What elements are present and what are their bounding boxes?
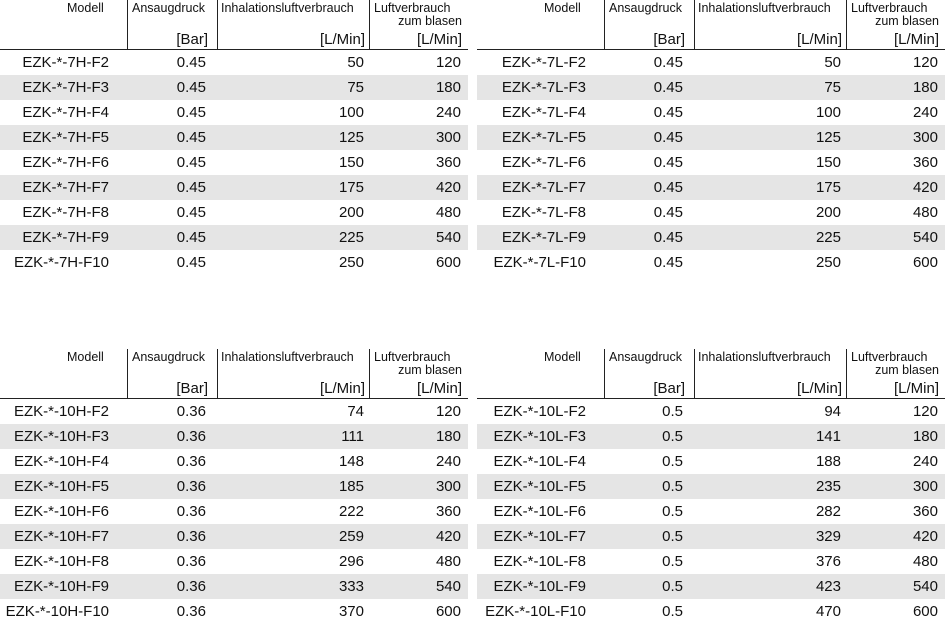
header-inhalationsluftverbrauch: Inhalationsluftverbrauch <box>221 1 354 15</box>
header-inhal-cell <box>694 349 847 398</box>
table-row <box>477 399 945 424</box>
header-ansaugdruck: Ansaugdruck <box>609 1 682 15</box>
cell-inhalation: 370 <box>338 603 364 620</box>
cell-inhalation: 296 <box>338 553 364 570</box>
cell-luftverbrauch: 420 <box>435 528 461 545</box>
header-luftverbrauch: Luftverbrauch <box>851 1 928 15</box>
cell-inhalation: 329 <box>815 528 841 545</box>
header-ansaug-cell <box>604 0 695 49</box>
spec-table <box>0 0 468 275</box>
header-unit-lmin: [L/Min] <box>893 31 939 48</box>
cell-inhalation: 200 <box>815 204 841 221</box>
table-row <box>0 574 468 599</box>
cell-ansaugdruck: 0.45 <box>176 104 206 121</box>
cell-inhalation: 225 <box>815 229 841 246</box>
cell-ansaugdruck: 0.5 <box>662 528 683 545</box>
table-row <box>0 449 468 474</box>
cell-inhalation: 175 <box>815 179 841 196</box>
header-unit-lmin: [L/Min] <box>319 380 365 397</box>
cell-inhalation: 222 <box>338 503 364 520</box>
header-ansaug-cell <box>604 349 695 398</box>
header-luft-cell <box>369 0 469 49</box>
header-inhal-cell <box>217 349 370 398</box>
cell-ansaugdruck: 0.45 <box>176 179 206 196</box>
cell-inhalation: 50 <box>824 54 841 71</box>
cell-inhalation: 235 <box>815 478 841 495</box>
cell-luftverbrauch: 180 <box>912 79 938 96</box>
cell-modell: EZK-*-7L-F3 <box>501 79 586 96</box>
header-unit-bar: [Bar] <box>653 380 685 397</box>
cell-luftverbrauch: 540 <box>912 229 938 246</box>
table-row <box>0 250 468 275</box>
table-header <box>0 349 468 399</box>
header-modell-cell <box>0 349 127 398</box>
table-row <box>477 200 945 225</box>
table-row <box>0 75 468 100</box>
cell-modell: EZK-*-7H-F2 <box>22 54 109 71</box>
cell-inhalation: 75 <box>824 79 841 96</box>
cell-luftverbrauch: 120 <box>912 54 938 71</box>
cell-luftverbrauch: 240 <box>912 104 938 121</box>
table-row <box>477 474 945 499</box>
cell-modell: EZK-*-7H-F6 <box>22 154 109 171</box>
cell-modell: EZK-*-10L-F6 <box>493 503 586 520</box>
header-unit-bar: [Bar] <box>653 31 685 48</box>
cell-inhalation: 175 <box>338 179 364 196</box>
cell-inhalation: 250 <box>815 254 841 271</box>
cell-modell: EZK-*-10L-F3 <box>493 428 586 445</box>
header-inhalationsluftverbrauch: Inhalationsluftverbrauch <box>698 1 831 15</box>
cell-luftverbrauch: 420 <box>435 179 461 196</box>
cell-ansaugdruck: 0.45 <box>176 254 206 271</box>
cell-modell: EZK-*-10L-F4 <box>493 453 586 470</box>
cell-modell: EZK-*-10H-F7 <box>13 528 109 545</box>
cell-ansaugdruck: 0.45 <box>176 129 206 146</box>
cell-ansaugdruck: 0.36 <box>176 428 206 445</box>
cell-luftverbrauch: 480 <box>435 204 461 221</box>
cell-modell: EZK-*-7L-F4 <box>501 104 586 121</box>
header-luftverbrauch: Luftverbrauch <box>851 350 928 364</box>
spec-table <box>477 349 945 624</box>
header-unit-lmin: [L/Min] <box>416 380 462 397</box>
header-inhal-cell <box>217 0 370 49</box>
cell-inhalation: 125 <box>338 129 364 146</box>
header-inhal-cell <box>694 0 847 49</box>
cell-ansaugdruck: 0.36 <box>176 403 206 420</box>
cell-luftverbrauch: 360 <box>435 154 461 171</box>
cell-ansaugdruck: 0.36 <box>176 528 206 545</box>
cell-inhalation: 470 <box>815 603 841 620</box>
cell-luftverbrauch: 540 <box>912 578 938 595</box>
table-row <box>477 574 945 599</box>
cell-luftverbrauch: 480 <box>435 553 461 570</box>
cell-ansaugdruck: 0.45 <box>653 79 683 96</box>
cell-modell: EZK-*-10H-F9 <box>13 578 109 595</box>
cell-modell: EZK-*-7H-F3 <box>22 79 109 96</box>
table-row <box>0 399 468 424</box>
table-row <box>477 150 945 175</box>
cell-ansaugdruck: 0.45 <box>653 229 683 246</box>
cell-ansaugdruck: 0.5 <box>662 553 683 570</box>
cell-ansaugdruck: 0.45 <box>176 54 206 71</box>
cell-luftverbrauch: 420 <box>912 179 938 196</box>
cell-luftverbrauch: 180 <box>912 428 938 445</box>
table-row <box>477 175 945 200</box>
cell-inhalation: 376 <box>815 553 841 570</box>
cell-inhalation: 100 <box>338 104 364 121</box>
cell-luftverbrauch: 240 <box>435 104 461 121</box>
cell-ansaugdruck: 0.45 <box>653 129 683 146</box>
cell-ansaugdruck: 0.5 <box>662 503 683 520</box>
header-modell-cell <box>477 0 604 49</box>
cell-luftverbrauch: 300 <box>912 129 938 146</box>
cell-modell: EZK-*-10L-F9 <box>493 578 586 595</box>
header-ansaugdruck: Ansaugdruck <box>609 350 682 364</box>
cell-luftverbrauch: 600 <box>912 254 938 271</box>
cell-inhalation: 75 <box>347 79 364 96</box>
cell-ansaugdruck: 0.5 <box>662 453 683 470</box>
cell-luftverbrauch: 360 <box>912 503 938 520</box>
cell-modell: EZK-*-7L-F5 <box>501 129 586 146</box>
table-row <box>0 549 468 574</box>
header-zum-blasen: zum blasen <box>875 14 939 28</box>
table-row <box>477 549 945 574</box>
cell-ansaugdruck: 0.45 <box>653 204 683 221</box>
table-row <box>477 125 945 150</box>
cell-ansaugdruck: 0.36 <box>176 578 206 595</box>
cell-modell: EZK-*-10L-F2 <box>493 403 586 420</box>
table-row <box>0 424 468 449</box>
table-row <box>0 524 468 549</box>
header-ansaug-cell <box>127 0 218 49</box>
cell-inhalation: 141 <box>815 428 841 445</box>
cell-ansaugdruck: 0.45 <box>653 154 683 171</box>
cell-inhalation: 148 <box>338 453 364 470</box>
cell-modell: EZK-*-10L-F10 <box>485 603 586 620</box>
header-luft-cell <box>369 349 469 398</box>
cell-modell: EZK-*-7H-F9 <box>22 229 109 246</box>
cell-inhalation: 188 <box>815 453 841 470</box>
header-modell: Modell <box>67 350 104 364</box>
cell-modell: EZK-*-7L-F10 <box>493 254 586 271</box>
cell-luftverbrauch: 300 <box>435 129 461 146</box>
header-inhalationsluftverbrauch: Inhalationsluftverbrauch <box>221 350 354 364</box>
header-unit-lmin: [L/Min] <box>893 380 939 397</box>
table-row <box>477 50 945 75</box>
cell-inhalation: 225 <box>338 229 364 246</box>
cell-modell: EZK-*-7H-F7 <box>22 179 109 196</box>
cell-modell: EZK-*-10L-F7 <box>493 528 586 545</box>
cell-luftverbrauch: 180 <box>435 79 461 96</box>
cell-ansaugdruck: 0.45 <box>653 54 683 71</box>
table-header <box>477 349 945 399</box>
table-row <box>0 175 468 200</box>
header-unit-lmin: [L/Min] <box>796 380 842 397</box>
table-row <box>0 150 468 175</box>
cell-inhalation: 250 <box>338 254 364 271</box>
table-row <box>477 424 945 449</box>
table-row <box>477 599 945 624</box>
table-header <box>0 0 468 50</box>
header-ansaugdruck: Ansaugdruck <box>132 1 205 15</box>
cell-inhalation: 50 <box>347 54 364 71</box>
cell-ansaugdruck: 0.5 <box>662 603 683 620</box>
header-ansaug-cell <box>127 349 218 398</box>
table-row <box>0 125 468 150</box>
cell-luftverbrauch: 240 <box>435 453 461 470</box>
cell-luftverbrauch: 420 <box>912 528 938 545</box>
header-unit-bar: [Bar] <box>176 380 208 397</box>
cell-inhalation: 111 <box>341 428 364 445</box>
header-inhalationsluftverbrauch: Inhalationsluftverbrauch <box>698 350 831 364</box>
cell-modell: EZK-*-7L-F7 <box>501 179 586 196</box>
header-unit-bar: [Bar] <box>176 31 208 48</box>
cell-inhalation: 74 <box>347 403 364 420</box>
cell-inhalation: 185 <box>338 478 364 495</box>
cell-modell: EZK-*-7H-F10 <box>13 254 109 271</box>
cell-luftverbrauch: 120 <box>912 403 938 420</box>
header-luft-cell <box>846 349 945 398</box>
cell-luftverbrauch: 180 <box>435 428 461 445</box>
cell-inhalation: 282 <box>815 503 841 520</box>
cell-ansaugdruck: 0.36 <box>176 453 206 470</box>
cell-inhalation: 200 <box>338 204 364 221</box>
cell-ansaugdruck: 0.5 <box>662 578 683 595</box>
cell-modell: EZK-*-7L-F2 <box>501 54 586 71</box>
header-ansaugdruck: Ansaugdruck <box>132 350 205 364</box>
cell-modell: EZK-*-7H-F8 <box>22 204 109 221</box>
cell-inhalation: 333 <box>338 578 364 595</box>
table-row <box>0 50 468 75</box>
header-modell-cell <box>477 349 604 398</box>
table-row <box>477 499 945 524</box>
cell-modell: EZK-*-7H-F4 <box>22 104 109 121</box>
cell-luftverbrauch: 120 <box>435 403 461 420</box>
table-row <box>477 449 945 474</box>
cell-luftverbrauch: 360 <box>912 154 938 171</box>
header-luftverbrauch: Luftverbrauch <box>374 1 451 15</box>
cell-ansaugdruck: 0.45 <box>176 79 206 96</box>
cell-ansaugdruck: 0.45 <box>653 104 683 121</box>
table-row <box>0 474 468 499</box>
cell-inhalation: 100 <box>815 104 841 121</box>
cell-ansaugdruck: 0.36 <box>176 478 206 495</box>
cell-modell: EZK-*-10H-F10 <box>5 603 109 620</box>
cell-luftverbrauch: 240 <box>912 453 938 470</box>
cell-ansaugdruck: 0.45 <box>176 154 206 171</box>
cell-inhalation: 125 <box>815 129 841 146</box>
cell-luftverbrauch: 600 <box>912 603 938 620</box>
cell-ansaugdruck: 0.45 <box>653 179 683 196</box>
table-row <box>477 250 945 275</box>
cell-luftverbrauch: 300 <box>912 478 938 495</box>
cell-luftverbrauch: 120 <box>435 54 461 71</box>
cell-modell: EZK-*-7L-F9 <box>501 229 586 246</box>
cell-inhalation: 150 <box>338 154 364 171</box>
header-luft-cell <box>846 0 945 49</box>
cell-modell: EZK-*-10H-F5 <box>13 478 109 495</box>
table-row <box>477 225 945 250</box>
cell-luftverbrauch: 540 <box>435 578 461 595</box>
cell-luftverbrauch: 540 <box>435 229 461 246</box>
header-zum-blasen: zum blasen <box>398 14 462 28</box>
cell-ansaugdruck: 0.36 <box>176 503 206 520</box>
cell-inhalation: 94 <box>824 403 841 420</box>
cell-ansaugdruck: 0.5 <box>662 403 683 420</box>
header-modell: Modell <box>544 350 581 364</box>
header-unit-lmin: [L/Min] <box>796 31 842 48</box>
cell-luftverbrauch: 300 <box>435 478 461 495</box>
cell-ansaugdruck: 0.45 <box>653 254 683 271</box>
cell-modell: EZK-*-7H-F5 <box>22 129 109 146</box>
cell-ansaugdruck: 0.36 <box>176 553 206 570</box>
table-row <box>477 100 945 125</box>
cell-modell: EZK-*-7L-F8 <box>501 204 586 221</box>
header-zum-blasen: zum blasen <box>398 363 462 377</box>
header-zum-blasen: zum blasen <box>875 363 939 377</box>
table-row <box>0 200 468 225</box>
spec-table <box>0 349 468 624</box>
cell-ansaugdruck: 0.36 <box>176 603 206 620</box>
table-header <box>477 0 945 50</box>
header-unit-lmin: [L/Min] <box>416 31 462 48</box>
header-unit-lmin: [L/Min] <box>319 31 365 48</box>
table-row <box>0 599 468 624</box>
cell-inhalation: 423 <box>815 578 841 595</box>
cell-inhalation: 259 <box>338 528 364 545</box>
cell-modell: EZK-*-10L-F5 <box>493 478 586 495</box>
cell-luftverbrauch: 360 <box>435 503 461 520</box>
table-row <box>477 75 945 100</box>
table-row <box>477 524 945 549</box>
cell-luftverbrauch: 600 <box>435 603 461 620</box>
cell-ansaugdruck: 0.5 <box>662 428 683 445</box>
cell-modell: EZK-*-10H-F2 <box>13 403 109 420</box>
cell-luftverbrauch: 600 <box>435 254 461 271</box>
cell-modell: EZK-*-10H-F6 <box>13 503 109 520</box>
header-modell: Modell <box>67 1 104 15</box>
cell-modell: EZK-*-10L-F8 <box>493 553 586 570</box>
table-row <box>0 100 468 125</box>
cell-luftverbrauch: 480 <box>912 553 938 570</box>
cell-modell: EZK-*-10H-F4 <box>13 453 109 470</box>
cell-ansaugdruck: 0.45 <box>176 229 206 246</box>
cell-ansaugdruck: 0.5 <box>662 478 683 495</box>
header-modell: Modell <box>544 1 581 15</box>
table-row <box>0 499 468 524</box>
cell-inhalation: 150 <box>815 154 841 171</box>
cell-modell: EZK-*-7L-F6 <box>501 154 586 171</box>
header-modell-cell <box>0 0 127 49</box>
cell-modell: EZK-*-10H-F3 <box>13 428 109 445</box>
cell-modell: EZK-*-10H-F8 <box>13 553 109 570</box>
cell-luftverbrauch: 480 <box>912 204 938 221</box>
header-luftverbrauch: Luftverbrauch <box>374 350 451 364</box>
spec-table <box>477 0 945 275</box>
cell-ansaugdruck: 0.45 <box>176 204 206 221</box>
table-row <box>0 225 468 250</box>
